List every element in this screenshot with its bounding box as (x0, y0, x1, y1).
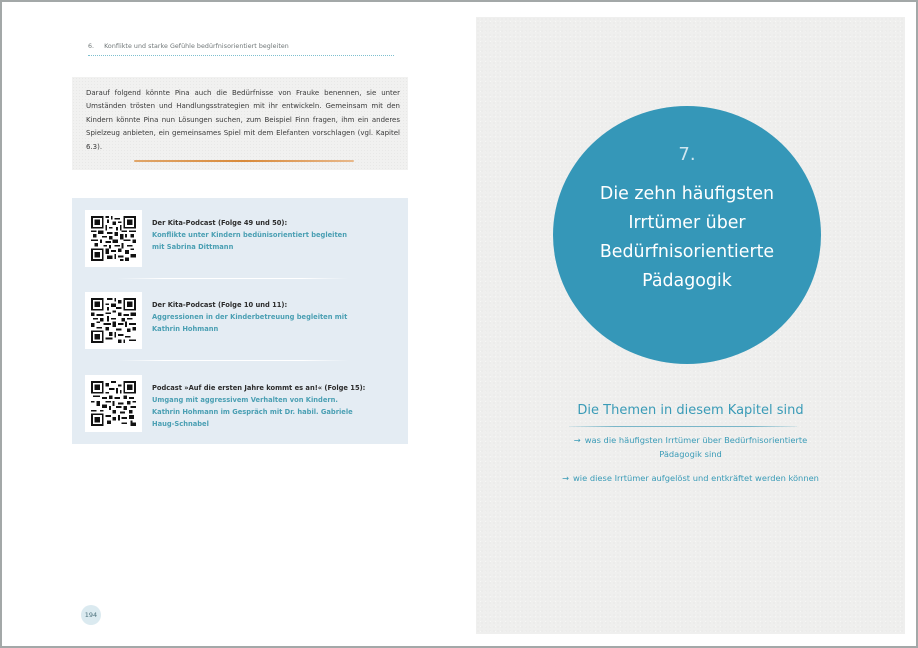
qr-code-icon[interactable] (85, 292, 142, 349)
chapter-circle (553, 106, 821, 364)
podcast-item[interactable] (85, 210, 385, 276)
topic-list-item (506, 433, 875, 461)
podcast-link-line[interactable]: Haug-Schnabel (152, 420, 209, 428)
podcast-title: Podcast »Auf die ersten Jahre kommt es an!« (Folge 15): (152, 384, 366, 392)
podcast-box (72, 198, 408, 444)
arrow-right-icon: → (562, 473, 570, 483)
podcast-link-line[interactable]: Kathrin Hohmann (152, 325, 219, 333)
chapter-title-line: Irrtümer über (628, 213, 746, 233)
chapter-number: 7. (678, 144, 696, 165)
running-head-chapter-title: Konflikte und starke Gefühle bedürfnisorientiert begleiten (104, 43, 289, 50)
topic-text: Pädagogik sind (659, 449, 722, 459)
podcast-title: Der Kita-Podcast (Folge 10 und 11): (152, 301, 288, 309)
running-head-chapter-number: 6. (88, 43, 95, 50)
arrow-right-icon: → (573, 435, 581, 445)
podcast-text (152, 218, 384, 253)
podcast-divider (117, 360, 349, 361)
topic-list-item (506, 471, 875, 485)
podcast-item[interactable] (85, 375, 385, 441)
orange-divider (134, 160, 354, 162)
example-text-box (72, 77, 408, 170)
chapter-opener-page (476, 17, 905, 634)
podcast-text (152, 383, 384, 430)
qr-code-icon[interactable] (85, 210, 142, 267)
podcast-link-line[interactable]: Aggressionen in der Kinderbetreuung begleiten mit (152, 313, 348, 321)
podcast-title: Der Kita-Podcast (Folge 49 und 50): (152, 219, 288, 227)
podcast-divider (117, 278, 349, 279)
chapter-title (573, 180, 801, 296)
podcast-text (152, 300, 384, 335)
qr-code-icon[interactable] (85, 375, 142, 432)
podcast-link-line[interactable]: mit Sabrina Dittmann (152, 243, 234, 251)
chapter-title-line: Pädagogik (642, 271, 732, 291)
podcast-item[interactable] (85, 292, 385, 358)
chapter-title-line: Bedürfnisorientierte (599, 242, 775, 262)
topics-divider (569, 426, 797, 427)
podcast-link-line[interactable]: Konflikte unter Kindern bedünisorientiert begleiten (152, 231, 347, 239)
page-number-badge: 194 (81, 605, 101, 625)
chapter-title-line: Die zehn häufigsten (599, 184, 775, 204)
example-paragraph: Darauf folgend könnte Pina auch die Bedürfnisse von Frauke benennen, sie unter Umständen trösten und Handlungsstrategien mit ihr entwickeln. Gemeinsam mit den Kindern könnte Pina nun Lösungen suchen, zum Beispiel Finn fragen, ihm ein anderes Spielzeug anbieten, ein gemeinsames Spiel mit dem Elefanten vorschlagen (vgl. Kapitel 6.3). (86, 89, 400, 151)
topic-text: was die häufigsten Irrtümer über Bedürfnisorientierte (584, 435, 808, 445)
podcast-link-line[interactable]: Umgang mit aggressivem Verhalten von Kindern. (152, 396, 338, 404)
running-head (88, 43, 394, 56)
topics-heading: Die Themen in diesem Kapitel sind (577, 403, 804, 418)
topic-text: wie diese Irrtümer aufgelöst und entkräftet werden können (573, 473, 819, 483)
podcast-link-line[interactable]: Kathrin Hohmann im Gespräch mit Dr. habil. Gabriele (152, 408, 353, 416)
